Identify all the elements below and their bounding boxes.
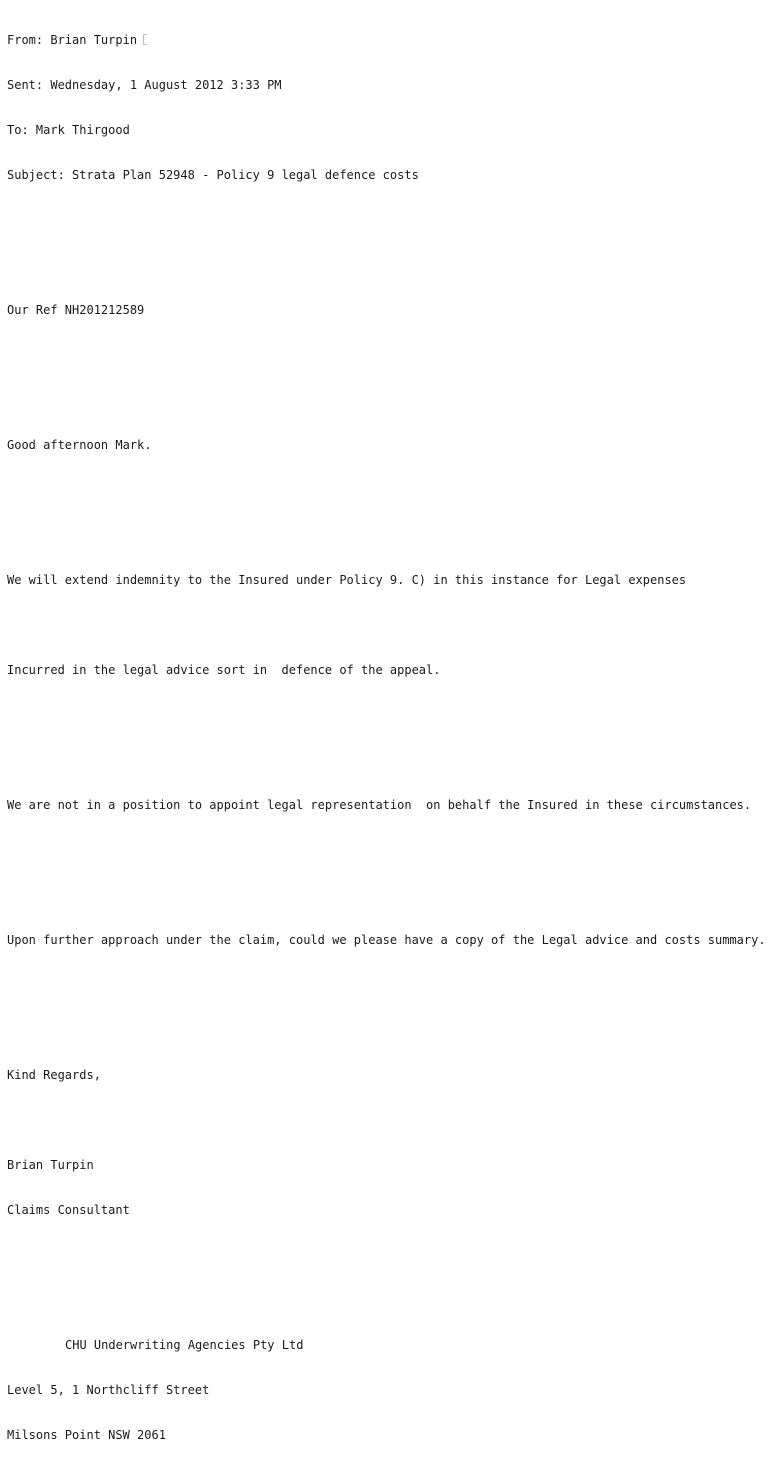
blank-space [7, 723, 766, 768]
sent-line: Sent: Wednesday, 1 August 2012 3:33 PM [7, 78, 282, 92]
reference-line: Our Ref NH201212589 [7, 303, 145, 317]
blank-space [7, 1263, 766, 1308]
paragraph-1-line-1: We will extend indemnity to the Insured under Policy 9. C) in this instance for Legal expenses [7, 573, 687, 587]
blank-space [7, 618, 766, 633]
blank-space [7, 858, 766, 903]
paragraph-3: Upon further approach under the claim, could we please have a copy of the Legal advice and costs summary. [7, 933, 766, 947]
signature-address-1: Level 5, 1 Northcliff Street [7, 1383, 210, 1397]
from-line [7, 33, 766, 48]
paragraph-1-line-2: Incurred in the legal advice sort in defence of the appeal. [7, 663, 441, 677]
subject-line: Subject: Strata Plan 52948 - Policy 9 legal defence costs [7, 168, 419, 182]
blank-space [7, 498, 766, 543]
signature-name: Brian Turpin [7, 1158, 94, 1172]
text-cursor-icon [143, 34, 147, 45]
blank-space [7, 228, 766, 273]
email-document [7, 3, 766, 1458]
closing-line: Kind Regards, [7, 1068, 101, 1082]
blank-space [7, 1113, 766, 1128]
to-line: To: Mark Thirgood [7, 123, 130, 137]
blank-space [7, 993, 766, 1038]
blank-space [7, 363, 766, 408]
signature-company: CHU Underwriting Agencies Pty Ltd [65, 1338, 304, 1352]
paragraph-2: We are not in a position to appoint legal representation on behalf the Insured in these circumstances. [7, 798, 752, 812]
from-text: From: Brian Turpin [7, 33, 138, 47]
signature-address-2: Milsons Point NSW 2061 [7, 1428, 166, 1442]
signature-title: Claims Consultant [7, 1203, 130, 1217]
greeting-line: Good afternoon Mark. [7, 438, 152, 452]
